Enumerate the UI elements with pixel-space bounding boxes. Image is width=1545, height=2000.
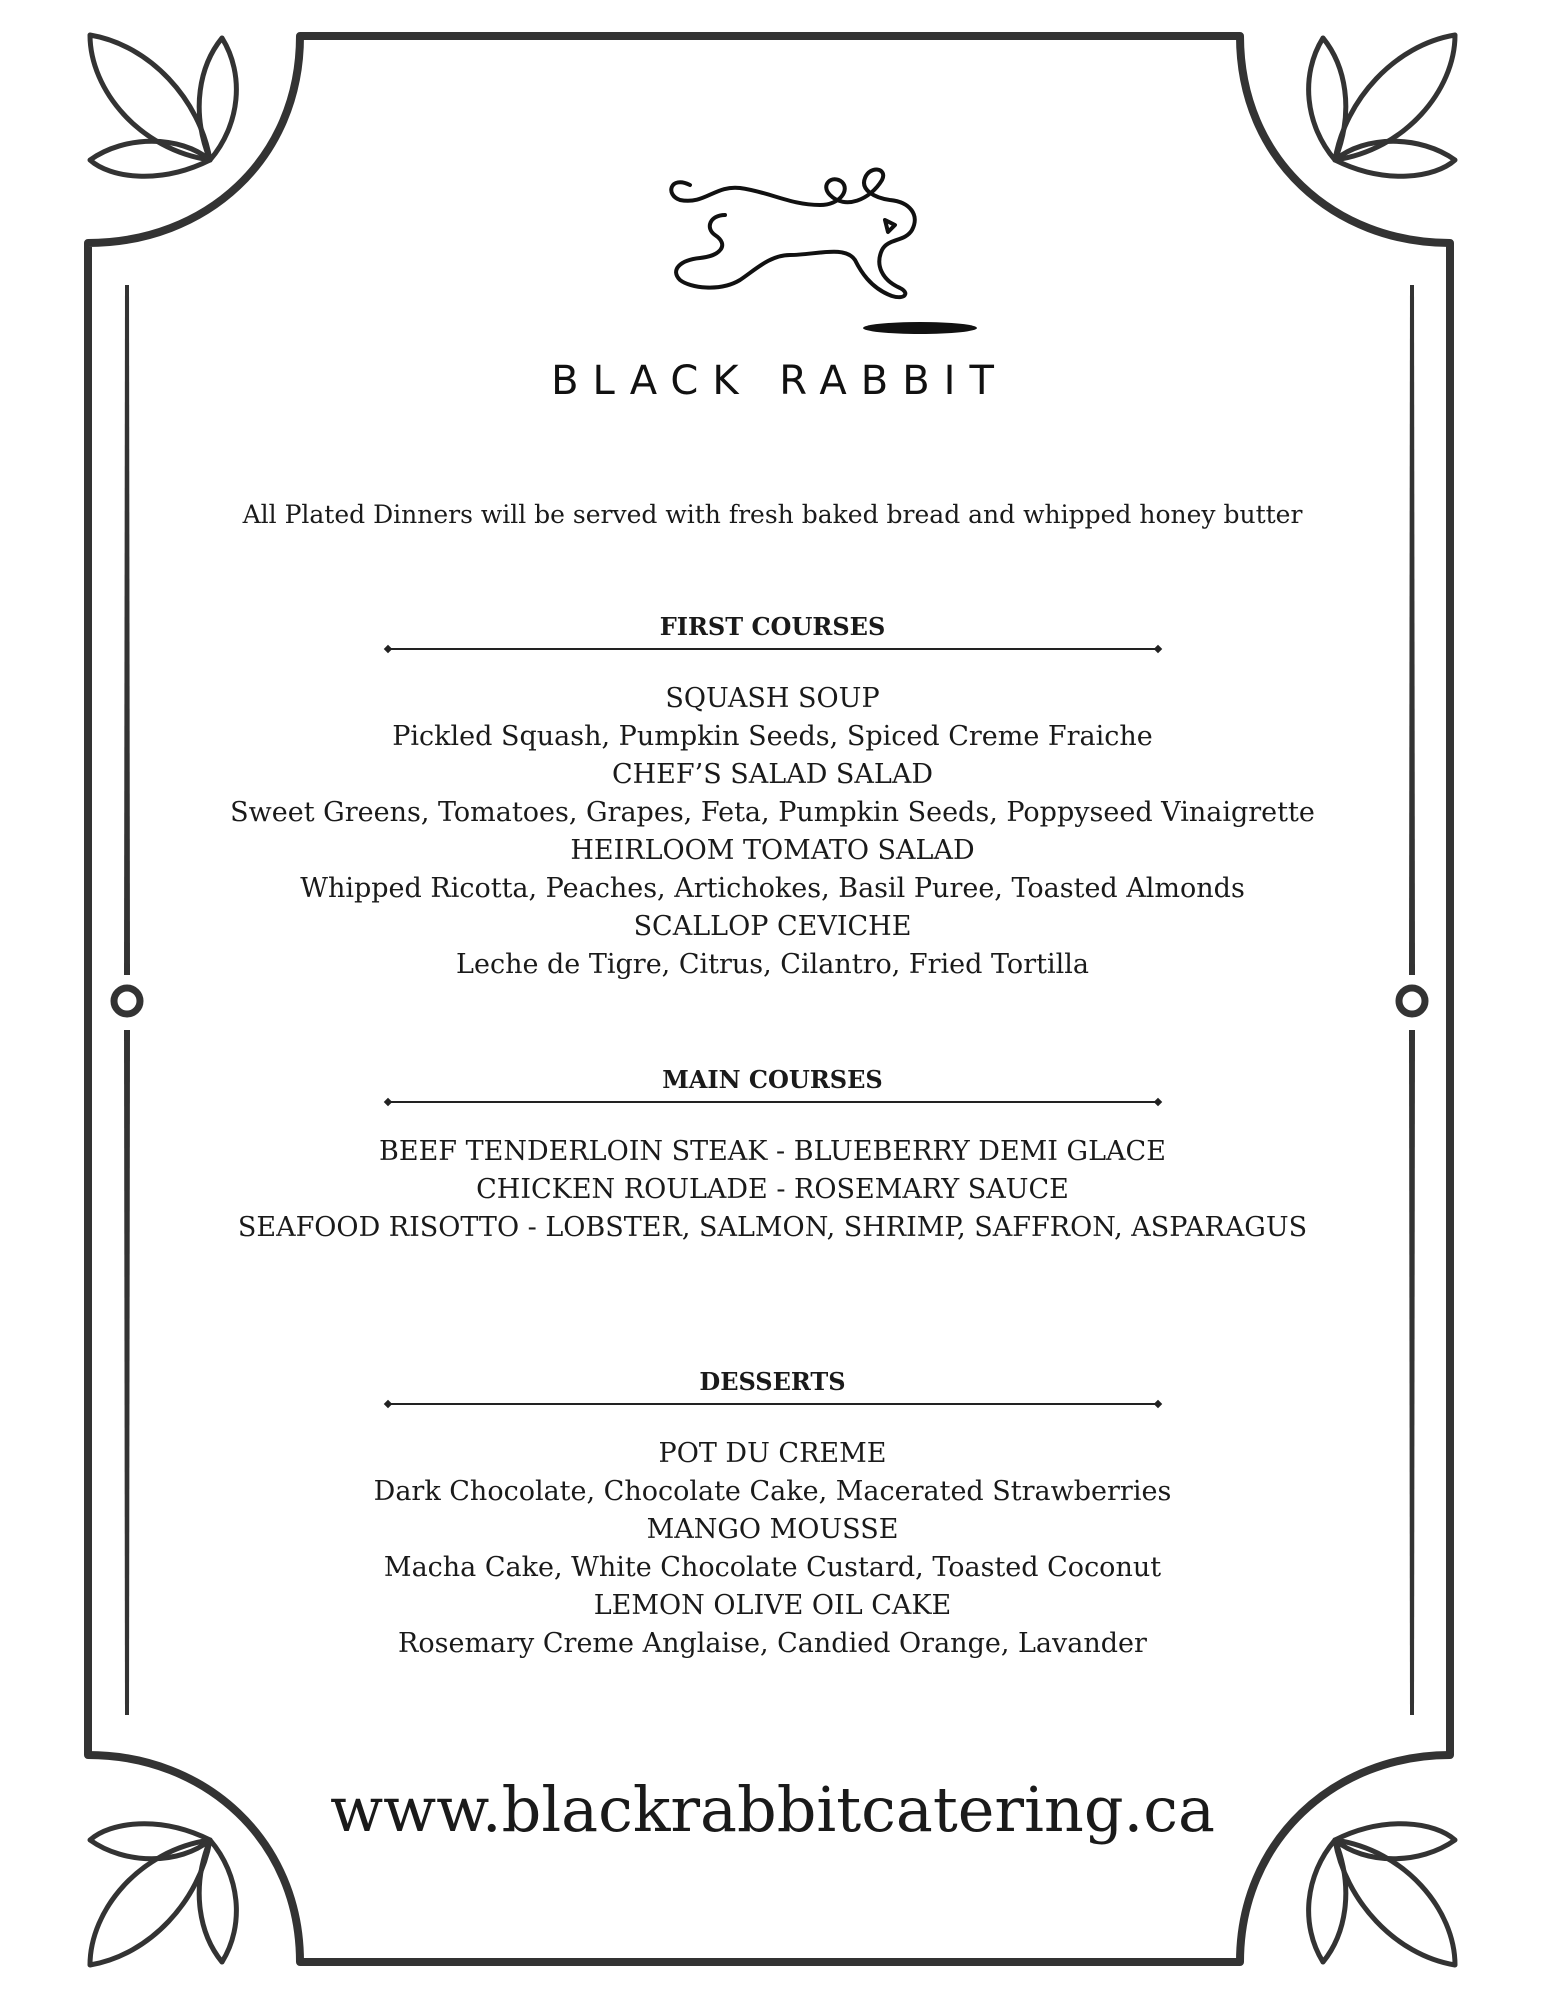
- menu-item: Whipped Ricotta, Peaches, Artichokes, Basil Puree, Toasted Almonds: [300, 873, 1245, 904]
- rabbit-logo-icon: [620, 160, 980, 350]
- section-title: FIRST COURSES: [659, 612, 886, 641]
- section-first-courses: [0, 610, 1545, 984]
- menu-item: MANGO MOUSSE: [646, 1514, 899, 1545]
- menu-items: [0, 1435, 1545, 1663]
- menu-item: Dark Chocolate, Chocolate Cake, Macerated Strawberries: [373, 1476, 1172, 1507]
- menu-item: CHICKEN ROULADE - ROSEMARY SAUCE: [476, 1174, 1069, 1205]
- menu-item: Pickled Squash, Pumpkin Seeds, Spiced Creme Fraiche: [392, 721, 1153, 752]
- menu-item: POT DU CREME: [658, 1438, 887, 1469]
- section-divider: [388, 1403, 1158, 1405]
- brand-name: BLACK RABBIT: [551, 358, 1008, 404]
- website-link[interactable]: www.blackrabbitcatering.ca: [330, 1773, 1215, 1846]
- menu-item: SEAFOOD RISOTTO - LOBSTER, SALMON, SHRIMP, SAFFRON, ASPARAGUS: [237, 1212, 1308, 1243]
- section-divider: [388, 1101, 1158, 1103]
- menu-item: CHEF’S SALAD SALAD: [611, 759, 934, 790]
- section-main-courses: [0, 1063, 1545, 1247]
- menu-item: BEEF TENDERLOIN STEAK - BLUEBERRY DEMI GLACE: [379, 1136, 1166, 1167]
- section-title: DESSERTS: [699, 1367, 846, 1396]
- menu-item: Sweet Greens, Tomatoes, Grapes, Feta, Pumpkin Seeds, Poppyseed Vinaigrette: [230, 797, 1315, 828]
- menu-item: LEMON OLIVE OIL CAKE: [593, 1590, 952, 1621]
- menu-items: [0, 680, 1545, 984]
- menu-item: SCALLOP CEVICHE: [633, 911, 912, 942]
- section-divider: [388, 648, 1158, 650]
- menu-item: HEIRLOOM TOMATO SALAD: [570, 835, 975, 866]
- menu-item: Rosemary Creme Anglaise, Candied Orange, Lavander: [398, 1628, 1147, 1659]
- menu-item: Leche de Tigre, Citrus, Cilantro, Fried Tortilla: [456, 949, 1089, 980]
- section-title: MAIN COURSES: [662, 1065, 883, 1094]
- section-desserts: [0, 1365, 1545, 1663]
- intro-note: All Plated Dinners will be served with fresh baked bread and whipped honey butter: [242, 500, 1303, 529]
- menu-item: Macha Cake, White Chocolate Custard, Toasted Coconut: [383, 1552, 1162, 1583]
- menu-item: SQUASH SOUP: [665, 683, 880, 714]
- menu-items: [0, 1133, 1545, 1247]
